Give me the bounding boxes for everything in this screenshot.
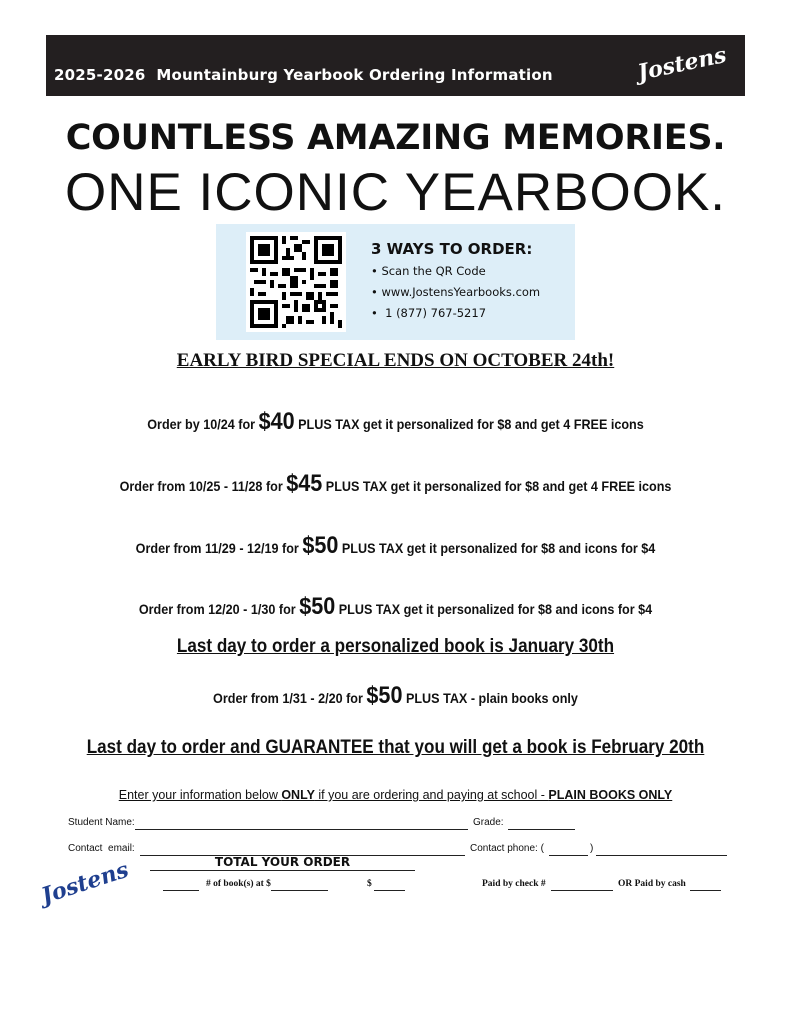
headline-secondary: ONE ICONIC YEARBOOK. — [64, 163, 727, 222]
price-tier-3-pre: Order from 11/29 - 12/19 for — [135, 540, 303, 556]
paid-by-cash-label: OR Paid by cash — [618, 879, 686, 889]
check-number-field[interactable] — [551, 890, 613, 891]
guarantee-deadline-notice: Last day to order and GUARANTEE that you will get a book is February 20th — [86, 737, 705, 758]
total-amount-field[interactable] — [374, 890, 405, 891]
order-method-website[interactable]: • www.JostensYearbooks.com — [371, 285, 541, 299]
price-tier-4-amount: $50 — [299, 593, 336, 620]
header-banner — [46, 35, 745, 96]
contact-email-label: Contact email: — [68, 843, 135, 854]
price-tier-1 — [40, 408, 752, 436]
form-instructions — [0, 788, 791, 802]
contact-phone-field[interactable] — [596, 855, 727, 856]
price-tier-2-post: PLUS TAX get it personalized for $8 and get 4 FREE icons — [322, 478, 672, 494]
price-tier-5-post: PLUS TAX - plain books only — [402, 690, 578, 706]
price-tier-3-post: PLUS TAX get it personalized for $8 and icons for $4 — [338, 540, 656, 556]
paid-by-check-label: Paid by check # — [482, 879, 546, 889]
phone-area-code-field[interactable] — [549, 855, 588, 856]
price-tier-1-post: PLUS TAX get it personalized for $8 and get 4 FREE icons — [294, 416, 644, 432]
books-at-label: # of book(s) at $ — [206, 879, 271, 889]
book-quantity-field[interactable] — [163, 890, 199, 891]
price-tier-5-amount: $50 — [366, 682, 403, 709]
contact-phone-label: Contact phone: ( — [470, 843, 544, 854]
total-dollar-label: $ — [367, 879, 372, 889]
book-price-field[interactable] — [271, 890, 328, 891]
price-tier-2 — [40, 470, 752, 498]
price-tier-5 — [40, 682, 752, 710]
price-tier-1-pre: Order by 10/24 for — [147, 416, 259, 432]
student-name-label: Student Name: — [68, 817, 135, 828]
personalized-deadline-notice: Last day to order a personalized book is January 30th — [176, 636, 615, 657]
form-intro-only: ONLY — [281, 788, 315, 802]
price-tier-3 — [40, 532, 752, 560]
price-tier-2-amount: $45 — [286, 470, 323, 497]
headline-primary: COUNTLESS AMAZING MEMORIES. — [65, 118, 726, 158]
form-intro-mid: if you are ordering and paying at school - — [314, 788, 549, 802]
price-tier-4-pre: Order from 12/20 - 1/30 for — [138, 601, 300, 617]
student-name-field[interactable] — [135, 829, 468, 830]
order-methods-box — [216, 224, 575, 340]
qr-code-icon[interactable] — [246, 232, 346, 332]
price-tier-4 — [40, 593, 752, 621]
banner-title: 2025-2026 Mountainburg Yearbook Ordering Information — [54, 66, 553, 84]
grade-field[interactable] — [508, 829, 575, 830]
order-methods-title: 3 WAYS TO ORDER: — [371, 240, 533, 258]
order-method-phone[interactable]: • 1 (877) 767-5217 — [371, 306, 487, 320]
jostens-logo: Jostens — [635, 41, 729, 87]
order-method-qr: • Scan the QR Code — [371, 264, 486, 278]
total-order-rule — [150, 870, 415, 871]
jostens-logo-bottom: Jostens — [38, 856, 132, 910]
form-intro-plain: PLAIN BOOKS ONLY — [548, 788, 673, 802]
price-tier-3-amount: $50 — [302, 532, 339, 559]
contact-phone-close-paren: ) — [590, 843, 594, 854]
price-tier-1-amount: $40 — [258, 408, 295, 435]
cash-amount-field[interactable] — [690, 890, 721, 891]
price-tier-4-post: PLUS TAX get it personalized for $8 and icons for $4 — [335, 601, 653, 617]
total-order-title: TOTAL YOUR ORDER — [214, 855, 351, 869]
early-bird-heading: EARLY BIRD SPECIAL ENDS ON OCTOBER 24th! — [176, 350, 615, 371]
form-intro-pre: Enter your information below — [118, 788, 282, 802]
price-tier-2-pre: Order from 10/25 - 11/28 for — [119, 478, 287, 494]
price-tier-5-pre: Order from 1/31 - 2/20 for — [213, 690, 367, 706]
grade-label: Grade: — [473, 817, 504, 828]
